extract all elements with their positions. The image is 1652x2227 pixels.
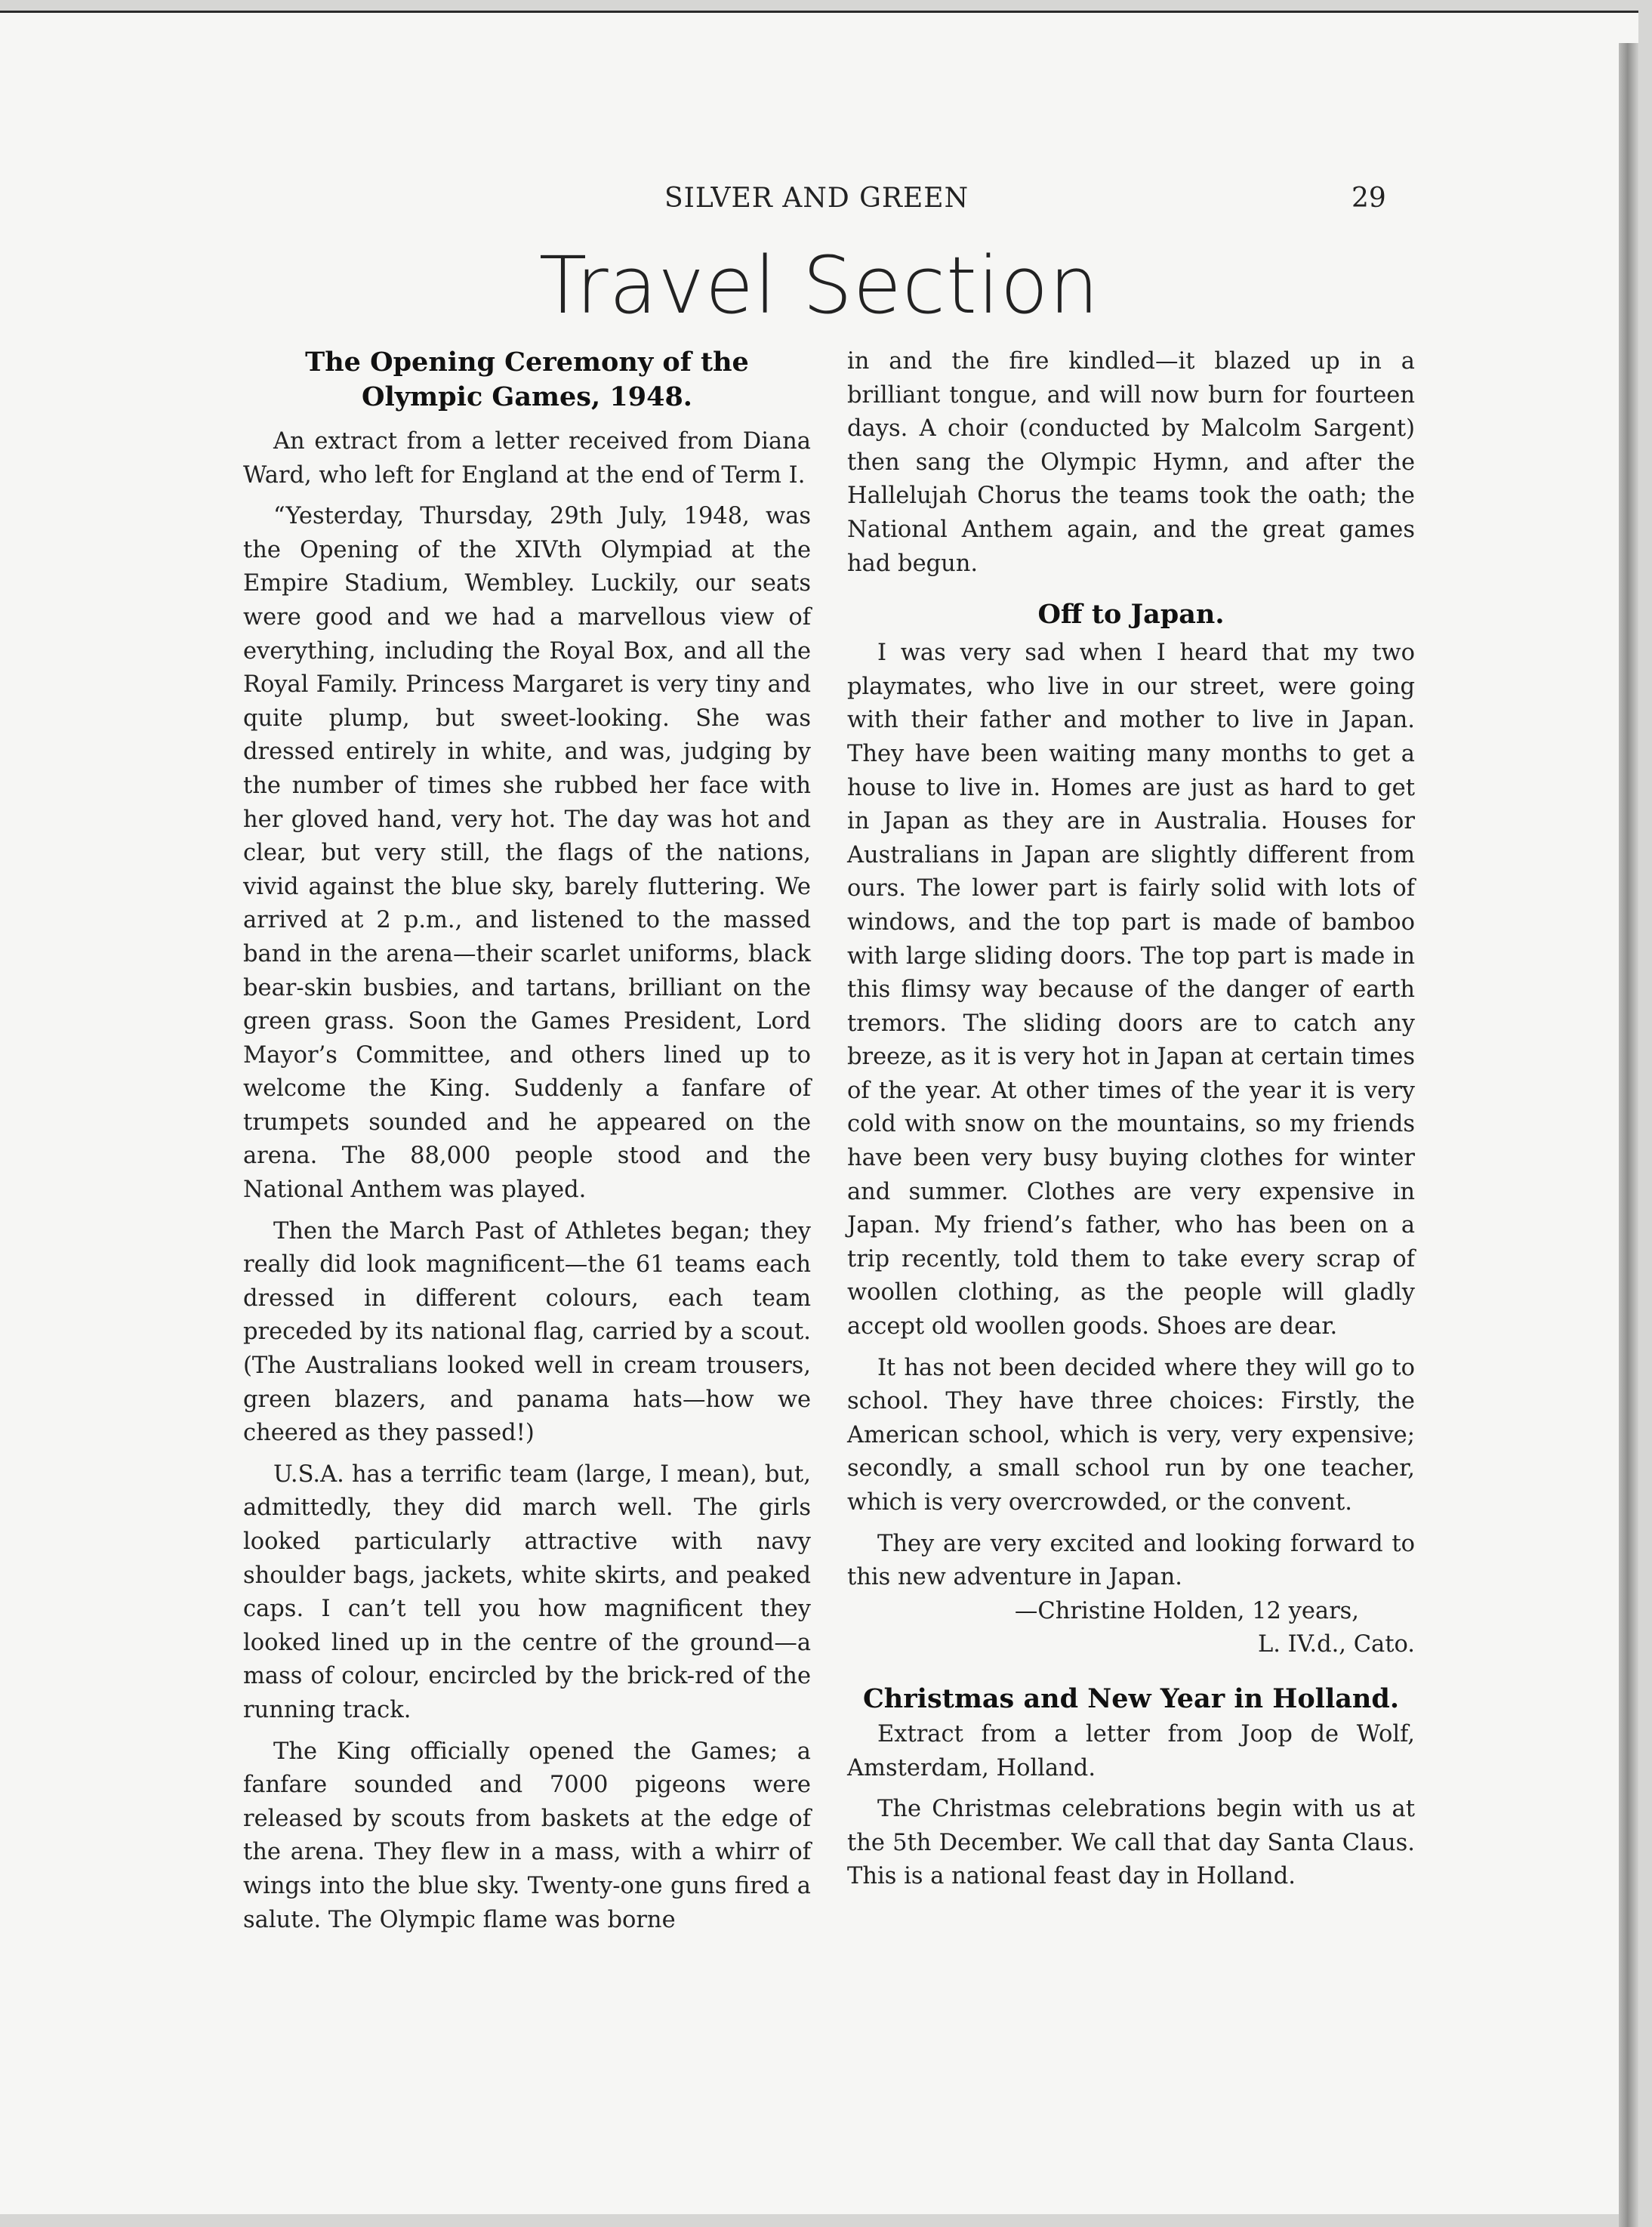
article-paragraph: It has not been decided where they will go to school. They have three choices: Firstly, the American school, which is very, very expensive; secondly, a small school run by one teacher, which is very overcrowded, or the convent. [847, 1354, 1415, 1516]
article-title-olympics: The Opening Ceremony of the Olympic Games, 1948. [305, 347, 749, 412]
article-paragraph: U.S.A. has a terrific team (large, I mean), but, admittedly, they did march well. The girls looked particularly attractive with navy shoulder bags, jackets, white skirts, and peaked caps. I can’t tell you how magnificent they looked lined up in the centre of the ground—a mass of colour, encircled by the brick-red of the running track. [243, 1461, 811, 1723]
article-title-holland: Christmas and New Year in Holland. [862, 1683, 1400, 1714]
article-title-japan: Off to Japan. [1037, 599, 1225, 631]
article-paragraph: The Christmas celebrations begin with us at the 5th December. We call that day Santa Claus. This is a national feast day in Holland. [847, 1796, 1415, 1890]
article-paragraph: The King officially opened the Games; a fanfare sounded and 7000 pigeons were released by scouts from baskets at the edge of the arena. They flew in a mass, with a whirr of wings into the blue sky. Twenty-one guns fired a salute. The Olympic flame was borne [243, 1738, 811, 1933]
page [0, 11, 1638, 2214]
left-column [243, 345, 811, 1937]
page-edge-shadow [1619, 43, 1638, 2227]
article-paragraph: Then the March Past of Athletes began; they really did look magnificent—the 61 teams each dressed in different colours, each team preceded by its national flag, carried by a scout. (The Australians looked well in cream trousers, green blazers, and panama hats—how we cheered as they passed!) [243, 1217, 811, 1447]
article-paragraph: An extract from a letter received from Diana Ward, who left for England at the end of Term I. [243, 428, 811, 489]
running-head: SILVER AND GREEN [664, 183, 969, 214]
article-paragraph: They are very excited and looking forward to this new adventure in Japan. [847, 1530, 1415, 1591]
page-number: 29 [1351, 183, 1386, 214]
signature-line: L. IV.d., Cato. [1258, 1631, 1415, 1658]
signature-line: —Christine Holden, 12 years, [1014, 1597, 1359, 1624]
article-paragraph: Extract from a letter from Joop de Wolf, Amsterdam, Holland. [847, 1720, 1415, 1781]
right-column [847, 345, 1415, 1894]
article-paragraph: I was very sad when I heard that my two playmates, who live in our street, were going with their father and mother to live in Japan. They have been waiting many months to get a house to live in. Homes are just as hard to get in Japan as they are in Australia. Houses for Australians in Japan are slightly different from ours. The lower part is fairly solid with lots of windows, and the top part is made of bamboo with large sliding doors. The top part is made in this flimsy way because of the danger of earth tremors. The sliding doors are to catch any breeze, as it is very hot in Japan at certain times of the year. At other times of the year it is very cold with snow on the mountains, so my friends have been very busy buying clothes for winter and summer. Clothes are very expensive in Japan. My friend’s father, who has been on a trip recently, told them to take every scrap of woollen clothing, as the people will gladly accept old woollen goods. Shoes are dear. [847, 640, 1415, 1340]
section-title: Travel Section [538, 239, 1100, 332]
article-paragraph: “Yesterday, Thursday, 29th July, 1948, was the Opening of the XIVth Olympiad at the Empire Stadium, Wembley. Luckily, our seats were good and we had a marvellous view of everything, including the Royal Box, and all the Royal Family. Princess Margaret is very tiny and quite plump, but sweet-looking. She was dressed entirely in white, and was, judging by the number of times she rubbed her face with her gloved hand, very hot. The day was hot and clear, but very still, the flags of the nations, vivid against the blue sky, barely fluttering. We arrived at 2 p.m., and listened to the massed band in the arena—their scarlet uniforms, black bear-skin busbies, and tartans, brilliant on the green grass. Soon the Games President, Lord Mayor’s Committee, and others lined up to welcome the King. Suddenly a fanfare of trumpets sounded and he appeared on the arena. The 88,000 people stood and the National Anthem was played. [243, 503, 811, 1204]
article-continuation: in and the fire kindled—it blazed up in a brilliant tongue, and will now burn for fourteen days. A choir (conducted by Malcolm Sargent) then sang the Olympic Hymn, and after the Hallelujah Chorus the teams took the oath; the National Anthem again, and the great games had begun. [847, 348, 1415, 577]
